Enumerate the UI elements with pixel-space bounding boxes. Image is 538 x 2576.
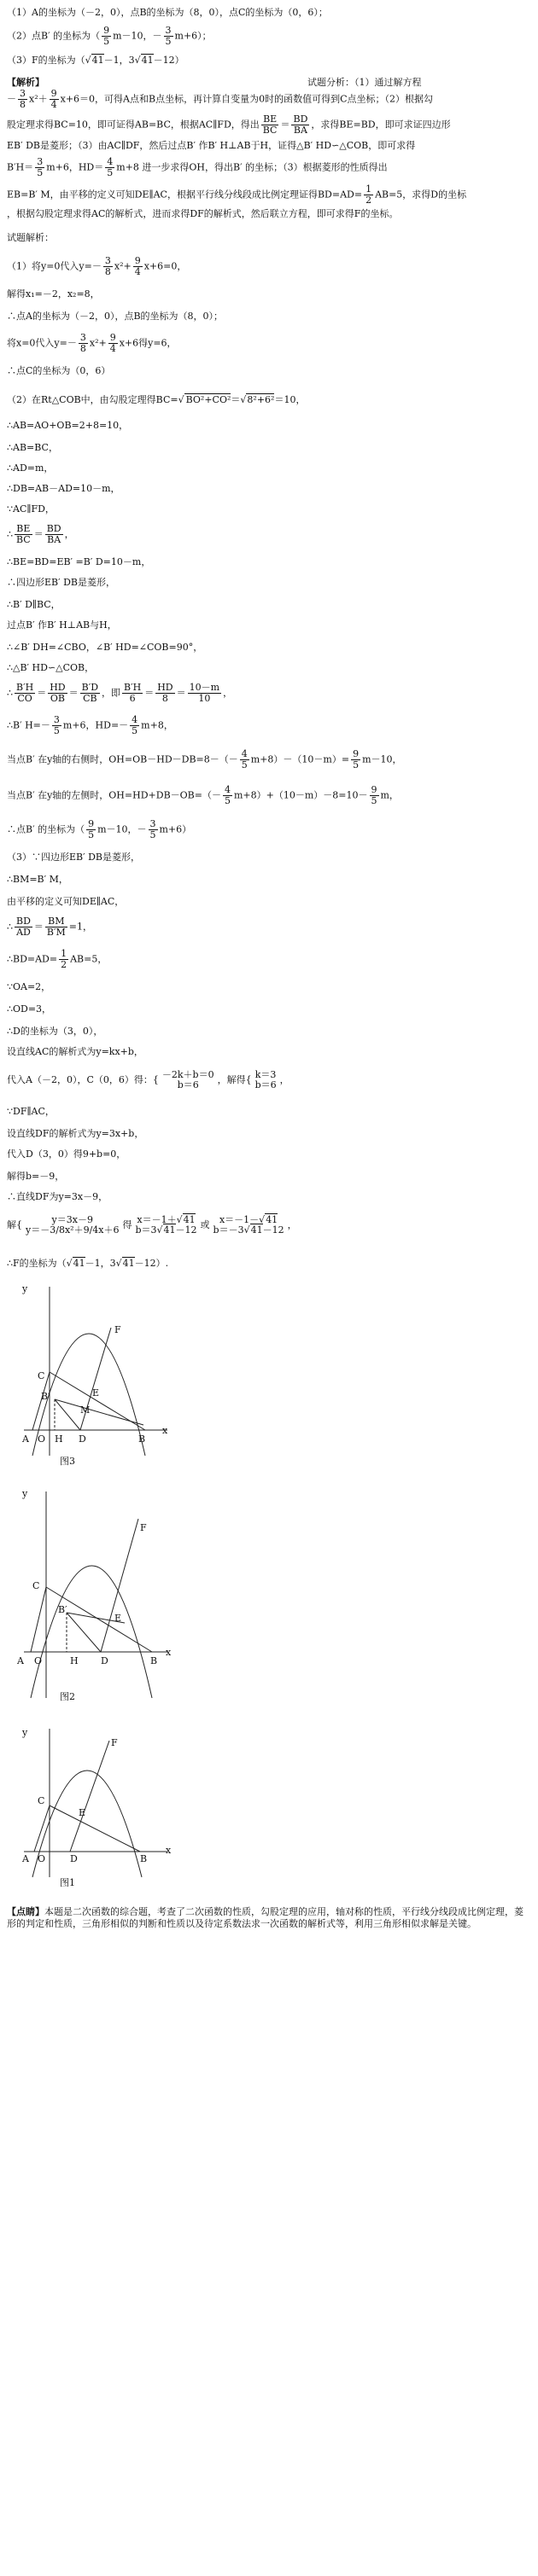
sqrt-radicand: 8²+6² xyxy=(247,394,275,405)
analysis-line xyxy=(7,157,388,178)
fraction xyxy=(130,715,139,736)
label-h: H xyxy=(70,1655,79,1666)
fraction xyxy=(223,785,232,806)
solution-text: ∴F的坐标为（ xyxy=(7,1258,67,1269)
sqrt-radicand: 41 xyxy=(163,1224,176,1236)
minus-sign: － xyxy=(7,93,16,105)
denominator: 10 xyxy=(198,693,211,704)
analysis-text: AB=5，求得D的坐标 xyxy=(375,189,467,201)
solution-text: －1，3 xyxy=(85,1258,116,1269)
fraction xyxy=(18,89,27,110)
equation-system xyxy=(161,1070,216,1090)
denominator: 5 xyxy=(88,829,95,840)
fraction xyxy=(133,256,143,277)
fraction xyxy=(364,184,373,206)
solution-text: m+8， xyxy=(141,719,173,731)
fraction xyxy=(80,683,100,704)
solution-line: ∴ $\frac{BD}{AD}$ ＝ $\frac{BM}{B'M}$ =1， xyxy=(7,916,92,938)
answer-3 xyxy=(7,55,184,67)
solution-line: 解得x₁=－2，x₂=8， xyxy=(7,288,100,299)
fraction xyxy=(108,333,118,354)
numerator: BM xyxy=(45,916,67,927)
sqrt-radicand: 41 xyxy=(73,1258,85,1269)
denominator: 5 xyxy=(107,167,114,178)
denominator: 5 xyxy=(241,759,248,770)
solution-text: x²+ xyxy=(114,260,132,272)
system-text: 3 xyxy=(50,1224,56,1236)
label-c: C xyxy=(38,1795,45,1806)
solution-text: =1， xyxy=(68,921,92,933)
fraction xyxy=(52,715,61,736)
solution-text: 当点B′ 在y轴的左侧时，OH=HD+DB－OB=（－ xyxy=(7,789,221,801)
numerator: B′H xyxy=(16,682,34,693)
numerator: 9 xyxy=(134,255,141,266)
denominator: 5 xyxy=(353,759,360,770)
numerator: 3 xyxy=(79,332,86,343)
solution-text: m+6） xyxy=(159,823,192,835)
analysis-intro: 试题分析：（1）通过解方程 xyxy=(307,77,422,88)
numerator: 1 xyxy=(61,948,67,959)
fraction xyxy=(35,157,44,178)
system-text: －12 xyxy=(262,1224,284,1236)
denominator: 5 xyxy=(103,36,110,47)
key-point-body: 本题是二次函数的综合题，考查了二次函数的性质，勾股定理的应用，轴对称的性质，平行线分线段成比例定理，菱形的判定和性质，三角形相似的判断和性质以及待定系数法求一次函数的解析式等，利用三角形相似求解是关键。 xyxy=(7,1906,523,1929)
solution-line xyxy=(7,819,191,840)
label-a: A xyxy=(22,1433,29,1445)
solution-text: m+6，HD=－ xyxy=(62,719,129,731)
fraction xyxy=(79,333,88,354)
solution-line: ∴△B′ HD∽△COB， xyxy=(7,662,95,673)
fraction xyxy=(45,916,67,938)
numerator: 4 xyxy=(224,784,231,795)
label-b: B xyxy=(140,1853,148,1864)
denominator: B′M xyxy=(46,927,66,938)
equation-system xyxy=(254,1070,278,1090)
numerator: 9 xyxy=(88,818,95,829)
analysis-text: EB=B′ M，由平移的定义可知DE∥AC，根据平行线分线段成比例定理证得BD=AD= xyxy=(7,189,363,201)
label-d: D xyxy=(79,1433,86,1445)
segment-ac xyxy=(31,1587,46,1652)
system-row: b＝－3√41－12 xyxy=(213,1224,284,1236)
segment-bprime-d xyxy=(55,1399,80,1430)
solution-text: ， xyxy=(64,528,74,540)
system-text: x²＋ xyxy=(64,1224,84,1236)
segment-bprime-b xyxy=(55,1399,143,1425)
solution-line xyxy=(7,949,107,970)
numerator: 3 xyxy=(104,255,111,266)
label-m: M xyxy=(80,1404,91,1416)
label-h: H xyxy=(55,1433,63,1445)
fraction xyxy=(188,683,221,704)
label-e: E xyxy=(79,1807,86,1818)
solution-text: x+6得y=6， xyxy=(119,337,177,349)
analysis-text: m+6，HD＝ xyxy=(46,161,104,173)
denominator: BA xyxy=(293,125,307,136)
sqrt-radicand: 41 xyxy=(183,1214,196,1225)
system-row: －2k＋b＝0 xyxy=(161,1069,214,1080)
numerator: BD xyxy=(293,113,308,125)
system-row: b＝6 xyxy=(254,1079,277,1090)
solution-text: ∴BD=AD= xyxy=(7,953,58,965)
solution-line xyxy=(7,394,305,406)
denominator: 5 xyxy=(132,725,138,736)
denominator: 4 xyxy=(50,99,57,110)
fraction xyxy=(45,524,63,545)
analysis-line xyxy=(7,184,466,206)
solution-line: ∵AC∥FD， xyxy=(7,503,55,515)
solution-line: ∵DF∥AC， xyxy=(7,1106,55,1117)
numerator: 9 xyxy=(109,332,116,343)
solution-line: ∴D的坐标为（3，0）， xyxy=(7,1026,103,1037)
solution-text: x²+ xyxy=(89,337,107,349)
solution-text: m+8）+（10－m）－8=10－ xyxy=(233,789,368,801)
label-f: F xyxy=(114,1324,121,1335)
numerator: 10－m xyxy=(189,682,220,693)
solution-line: 解{ y＝3x－9 y＝－3/8x²＋9/4x＋6 得 x＝－1＋√41 b＝3√41－12 或 x＝－1－√41 b＝－3√41－12 ， xyxy=(7,1214,297,1236)
solution-line: 过点B′ 作B′ H⊥AB与H， xyxy=(7,619,117,631)
label-f: F xyxy=(140,1522,147,1533)
solution-line: 设直线DF的解析式为y=3x+b， xyxy=(7,1128,144,1139)
fraction xyxy=(48,683,67,704)
solution-line: ∴直线DF为y=3x－9， xyxy=(7,1191,108,1202)
analysis-line: ，根据勾股定理求得AC的解析式，进而求得DF的解析式，然后联立方程，即可求得F的坐标。 xyxy=(7,208,399,219)
sqrt-symbol: √ xyxy=(134,55,141,66)
system-text: x＝－1－ xyxy=(219,1214,260,1225)
solution-text: 解{ xyxy=(7,1219,22,1230)
solution-line: ∵OA=2， xyxy=(7,981,51,992)
numerator: 4 xyxy=(241,748,248,759)
numerator: 3 xyxy=(149,818,156,829)
solution-line: ∴B′ D∥BC， xyxy=(7,599,61,610)
solution-line: （3）∵四边形EB′ DB是菱形， xyxy=(7,852,141,863)
system-text: 9 xyxy=(83,1224,90,1236)
label-a: A xyxy=(22,1853,29,1864)
label-y: y xyxy=(22,1283,28,1294)
parabola xyxy=(32,1771,142,1877)
solution-line: ∴BE=BD=EB′ =B′ D=10－m， xyxy=(7,556,151,567)
label-b: B xyxy=(150,1655,158,1666)
system-text: 4 xyxy=(92,1224,99,1236)
segment-bprime-d xyxy=(67,1613,101,1652)
solution-system xyxy=(133,1215,198,1236)
solution-line: 由平移的定义可知DE∥AC， xyxy=(7,896,125,907)
solution-text: m－10， xyxy=(362,753,402,765)
denominator: 4 xyxy=(134,266,141,277)
solution-text: 得 xyxy=(122,1219,132,1230)
solution-line xyxy=(7,749,402,770)
label-x: x xyxy=(162,1425,168,1436)
system-row: x＝－1－√41 xyxy=(219,1214,278,1225)
system-text: x＝－1＋ xyxy=(137,1214,177,1225)
label-y: y xyxy=(22,1727,28,1738)
solution-text: 当点B′ 在y轴的右侧时，OH=OB－HD－DB=8－（－ xyxy=(7,753,238,765)
solution-line: 代入D（3，0）得9+b=0， xyxy=(7,1148,126,1160)
numerator: 3 xyxy=(165,25,172,36)
segment-cb xyxy=(46,1587,152,1652)
denominator: 5 xyxy=(371,795,377,806)
fraction xyxy=(351,749,360,770)
label-c: C xyxy=(32,1580,40,1591)
system-text: x＋6 xyxy=(98,1224,120,1236)
denominator: 8 xyxy=(20,99,26,110)
parabola xyxy=(31,1566,152,1698)
label-bprime: B′ xyxy=(58,1604,67,1615)
analysis-text: 股定理求得BC=10，即可证得AB=BC，根据AC∥FD，得出 xyxy=(7,119,260,131)
label-x: x xyxy=(166,1647,172,1658)
numerator: BE xyxy=(15,524,32,535)
fraction xyxy=(261,114,279,136)
label-d: D xyxy=(101,1655,108,1666)
system-row: x＝－1＋√41 xyxy=(137,1214,196,1225)
numerator: 1 xyxy=(365,183,372,195)
system-text: b＝－3 xyxy=(213,1224,244,1236)
solution-line: ∴ $\frac{BE}{BC}$ ＝ $\frac{BD}{BA}$ ， xyxy=(7,523,74,545)
analysis-heading: 【解析】 xyxy=(7,77,44,88)
numerator: 9 xyxy=(353,748,360,759)
solution-text: 或 xyxy=(200,1219,210,1230)
solution-system xyxy=(212,1215,286,1236)
solution-text: ，即 xyxy=(102,687,121,699)
answer-2-text: m－10，－ xyxy=(113,30,162,42)
solution-text: m+8）－（10－m）= xyxy=(250,753,350,765)
sqrt-radicand: BO²+CO² xyxy=(185,394,231,405)
numerator: 3 xyxy=(37,156,44,167)
numerator: 9 xyxy=(50,88,57,99)
denominator: OB xyxy=(50,693,65,704)
figure-2-diagram xyxy=(15,1485,178,1707)
solution-line: ∴AB=AO+OB=2+8=10， xyxy=(7,420,129,431)
system-text: b＝3 xyxy=(135,1224,157,1236)
equation-system xyxy=(24,1215,120,1236)
denominator: 8 xyxy=(104,266,111,277)
fraction xyxy=(370,785,379,806)
solution-text: 将x=0代入y=－ xyxy=(7,337,77,349)
system-row: k＝3 xyxy=(254,1069,277,1080)
numerator: 4 xyxy=(107,156,114,167)
solution-line: ∴四边形EB′ DB是菱形， xyxy=(7,577,116,588)
system-text: 8 xyxy=(58,1224,65,1236)
solution-line: ∴AD=m， xyxy=(7,462,54,474)
x-squared: x²＋ xyxy=(29,93,48,105)
solution-line: ∴OD=3， xyxy=(7,1003,52,1015)
system-row: b＝6 xyxy=(177,1079,199,1090)
label-f: F xyxy=(111,1737,118,1748)
solution-text: x+6=0， xyxy=(143,260,187,272)
numerator: HD xyxy=(50,682,66,693)
system-text: －12 xyxy=(175,1224,197,1236)
solution-line: 解得b=－9， xyxy=(7,1171,65,1182)
fraction xyxy=(105,157,114,178)
numerator: BD xyxy=(16,916,31,927)
solution-line: ∴ $\frac{B'H}{CO}$ ＝ $\frac{HD}{OB}$ ＝ $\frac{B'D}{CB}$ ，即 $\frac{B'H}{6}$ ＝ $\frac{HD}{8}$ ＝ $\frac{10-m}{10}$ ， xyxy=(7,682,233,704)
fraction xyxy=(50,89,59,110)
label-x: x xyxy=(166,1845,172,1856)
sqrt-radicand: 41 xyxy=(122,1258,135,1269)
sqrt-radicand: 41 xyxy=(141,55,154,66)
solution-text: ∴B′ H=－ xyxy=(7,719,50,731)
solution-text: AB=5， xyxy=(70,953,108,965)
numerator: 9 xyxy=(371,784,377,795)
numerator: 3 xyxy=(20,88,26,99)
solution-text: ＝10， xyxy=(274,394,306,405)
label-y: y xyxy=(22,1488,28,1499)
label-o: O xyxy=(38,1433,46,1445)
analysis-line: EB′ DB是菱形；（3）由AC∥DF，然后过点B′ 作B′ H⊥AB于H，证得△B′ HD∽△COB，即可求得 xyxy=(7,140,416,151)
fraction xyxy=(102,26,111,47)
denominator: 2 xyxy=(61,959,67,970)
numerator: HD xyxy=(157,682,173,693)
label-o: O xyxy=(38,1853,46,1864)
answer-3-text: （3）F的坐标为（ xyxy=(7,55,85,66)
denominator: 5 xyxy=(37,167,44,178)
system-row: b＝3√41－12 xyxy=(135,1224,197,1236)
denominator: 5 xyxy=(53,725,60,736)
denominator: CB xyxy=(83,693,97,704)
label-a: A xyxy=(17,1655,24,1666)
solution-line xyxy=(7,785,399,806)
label-c: C xyxy=(38,1370,45,1381)
fraction xyxy=(15,524,32,545)
solution-line xyxy=(7,715,173,736)
numerator: 9 xyxy=(103,25,110,36)
analysis-text: ，求得BE=BD，即可求证四边形 xyxy=(311,119,451,131)
answer-2 xyxy=(7,26,212,47)
key-point-heading: 【点睛】 xyxy=(7,1906,44,1917)
label-e: E xyxy=(114,1613,122,1624)
system-row: y＝3x－9 xyxy=(51,1214,93,1225)
solution-line: ∴点C的坐标为（0，6） xyxy=(7,365,111,376)
answer-2-text: （2）点B′ 的坐标为（ xyxy=(7,30,101,42)
solution-text: ，解得{ xyxy=(217,1074,252,1085)
solution-line: ∴DB=AB－AD=10－m， xyxy=(7,483,120,494)
answer-3-text: －12） xyxy=(153,55,184,66)
solution-line: ∴BM=B′ M， xyxy=(7,874,68,885)
denominator: AD xyxy=(16,927,31,938)
segment-df xyxy=(70,1741,109,1852)
figure-2-caption: 图2 xyxy=(60,1691,75,1702)
solution-line: ∴∠B′ DH=∠CBO，∠B′ HD=∠COB=90°， xyxy=(7,642,203,653)
solution-line: ∴点A的坐标为（－2，0），点B的坐标为（8，0）； xyxy=(7,311,224,322)
solution-text: ＝ xyxy=(231,394,241,405)
sqrt-symbol: √ xyxy=(85,55,91,66)
numerator: B′D xyxy=(81,682,99,693)
denominator: 8 xyxy=(161,693,168,704)
fraction xyxy=(15,916,32,938)
analysis-text: m+8 进一步求得OH，得出B′ 的坐标；（3）根据菱形的性质得出 xyxy=(116,161,388,173)
key-point-note xyxy=(7,1906,531,1930)
solution-line xyxy=(7,256,186,277)
label-b: B xyxy=(138,1433,146,1445)
label-bprime: B′ xyxy=(41,1391,50,1402)
analysis-text: B′H＝ xyxy=(7,161,34,173)
numerator: BD xyxy=(46,523,61,534)
analysis-line: 股定理求得BC=10，即可证得AB=BC，根据AC∥FD，得出 $\frac{BE}{BC}$ ＝ $\frac{BD}{BA}$ ，求得BE=BD，即可求证四边形 xyxy=(7,113,451,136)
solution-text: m， xyxy=(380,789,399,801)
numerator: BE xyxy=(261,114,279,125)
fraction xyxy=(164,26,173,47)
denominator: 2 xyxy=(365,195,372,206)
fraction xyxy=(149,819,158,840)
sqrt-radicand: 41 xyxy=(266,1214,278,1225)
sqrt-radicand: 41 xyxy=(91,55,104,66)
answer-1: （1）A的坐标为（－2，0），点B的坐标为（8，0），点C的坐标为（0，6）； xyxy=(7,7,328,18)
solution-line: ∴F的坐标为（√41－1，3√41－12）. xyxy=(7,1258,169,1269)
denominator: BC xyxy=(262,125,278,136)
fraction xyxy=(240,749,249,770)
analysis-text: x+6＝0，可得A点和B点坐标，再计算自变量为0时的函数值可得到C点坐标；（2）根据勾 xyxy=(60,93,433,105)
sqrt-symbol: √ xyxy=(240,394,247,405)
answer-3-text: －1，3 xyxy=(103,55,135,66)
numerator: 3 xyxy=(53,714,60,725)
fraction xyxy=(59,949,68,970)
denominator: 8 xyxy=(79,343,86,354)
system-text: y＝－ xyxy=(26,1224,50,1236)
fraction xyxy=(15,683,35,704)
sqrt-symbol: √ xyxy=(178,394,184,405)
fraction xyxy=(86,819,96,840)
solution-text: m－10，－ xyxy=(97,823,147,835)
fraction xyxy=(103,256,113,277)
denominator: BC xyxy=(16,534,31,545)
label-d: D xyxy=(70,1853,78,1864)
solution-text: ∴点B′ 的坐标为（ xyxy=(7,823,85,835)
denominator: 6 xyxy=(129,693,136,704)
answer-2-text: m+6）； xyxy=(174,30,212,42)
solution-line: ∴AB=BC， xyxy=(7,442,58,453)
fraction xyxy=(122,683,143,704)
solution-text: －12）. xyxy=(134,1258,169,1269)
solution-line: 设直线AC的解析式为y=kx+b， xyxy=(7,1046,143,1057)
fraction xyxy=(291,114,309,136)
denominator: 5 xyxy=(149,829,156,840)
numerator: B′H xyxy=(124,682,142,693)
denominator: CO xyxy=(17,693,32,704)
denominator: 5 xyxy=(224,795,231,806)
denominator: 5 xyxy=(165,36,172,47)
figure-1-caption: 图1 xyxy=(60,1877,75,1888)
solution-text: （1）将y=0代入y=－ xyxy=(7,260,102,272)
system-row: y＝－3/8x²＋9/4x＋6 xyxy=(26,1224,120,1236)
solution-line xyxy=(7,333,177,354)
figure-3-caption: 图3 xyxy=(60,1456,75,1467)
solution-text: 代入A（－2，0），C（0，6）得：{ xyxy=(7,1074,159,1085)
label-o: O xyxy=(34,1655,43,1666)
solution-heading: 试题解析： xyxy=(7,232,54,243)
label-e: E xyxy=(92,1387,100,1398)
solution-text: （2）在Rt△COB中，由勾股定理得BC= xyxy=(7,394,178,405)
numerator: 4 xyxy=(132,714,138,725)
sqrt-radicand: 41 xyxy=(250,1224,263,1236)
analysis-line xyxy=(7,89,433,110)
solution-line: 代入A（－2，0），C（0，6）得：{ －2k＋b＝0 b＝6 ，解得{ k＝3 b＝6 ， xyxy=(7,1069,289,1090)
denominator: BA xyxy=(47,534,61,545)
denominator: 4 xyxy=(109,343,116,354)
fraction xyxy=(155,683,174,704)
segment-cb xyxy=(50,1806,140,1852)
